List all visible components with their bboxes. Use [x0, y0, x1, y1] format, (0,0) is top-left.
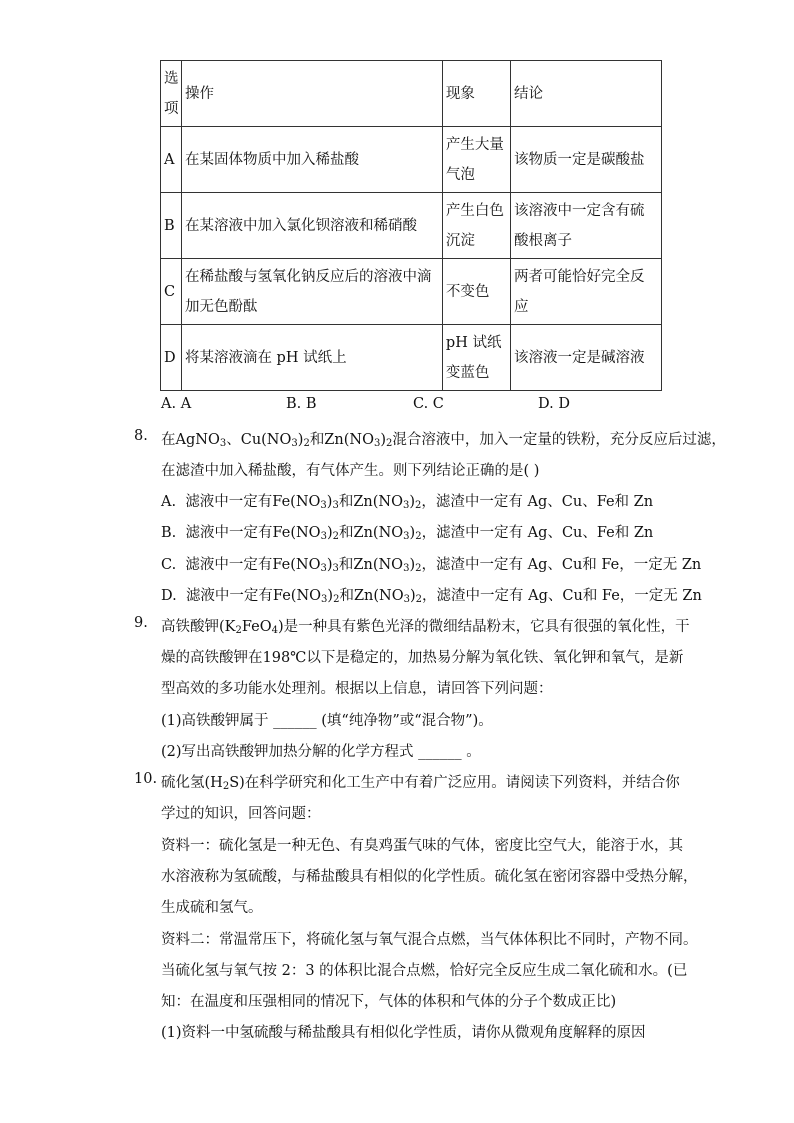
q9-line2: 燥的高铁酸钾在198℃以下是稳定的，加热易分解为氧化铁、氧化钾和氧气，是新: [161, 650, 684, 666]
q8-stem-line2: 在滤渣中加入稀盐酸，有气体产生。则下列结论正确的是( ): [161, 463, 540, 479]
question-number: 9.: [134, 615, 148, 631]
header-option: 选项: [161, 61, 182, 127]
options-table: [160, 60, 662, 391]
header-conclusion: 结论: [511, 61, 662, 127]
q10-subquestion-1: (1)资料一中氢硫酸与稀盐酸具有相似化学性质，请你从微观角度解释的原因: [161, 1025, 646, 1041]
question-number: 10.: [134, 771, 158, 787]
q8-option-d[interactable]: D. 滤液中一定有$Fe(NO_3)_2$和$Zn(NO_3)_2$，滤渣中一定有 Ag、Cu和 Fe，一定无 Zn: [161, 588, 702, 605]
row-option: B: [161, 193, 182, 259]
row-option: D: [161, 325, 182, 391]
row-operation: 在稀盐酸与氢氧化钠反应后的溶液中滴加无色酚酞: [181, 259, 442, 325]
choice-a[interactable]: A. A: [161, 396, 192, 412]
q8-option-a[interactable]: A. 滤液中一定有$Fe(NO_3)_3$和$Zn(NO_3)_2$，滤渣中一定有 Ag、Cu、Fe和 Zn: [161, 494, 654, 511]
row-conclusion: 该溶液中一定含有硫酸根离子: [511, 193, 662, 259]
q10-material1-line2: 水溶液称为氢硫酸，与稀盐酸具有相似的化学性质。硫化氢在密闭容器中受热分解，: [161, 869, 698, 885]
table-row: [161, 127, 662, 193]
q10-material1-line1: 资料一：硫化氢是一种无色、有臭鸡蛋气味的气体，密度比空气大，能溶于水，其: [161, 838, 683, 854]
row-conclusion: 两者可能恰好完全反应: [511, 259, 662, 325]
q9-subquestion-2: (2)写出高铁酸钾加热分解的化学方程式 ______ 。: [161, 744, 481, 760]
q8-stem-line1: 在AgNO$_3$、$Cu(NO_3)_2$和$Zn(NO_3)_2$混合溶液中，加入一定量的铁粉，充分反应后过滤，: [161, 432, 726, 449]
row-phenomenon: pH 试纸变蓝色: [442, 325, 510, 391]
q10-material2-line2: 当硫化氢与氧气按 2：3 的体积比混合点燃，恰好完全反应生成二氧化硫和水。(已: [161, 963, 688, 979]
q9-line3: 型高效的多功能水处理剂。根据以上信息，请回答下列问题：: [161, 681, 553, 697]
choice-d[interactable]: D. D: [538, 396, 570, 412]
row-option: C: [161, 259, 182, 325]
q8-option-b[interactable]: B. 滤液中一定有$Fe(NO_3)_2$和$Zn(NO_3)_2$，滤渣中一定有 Ag、Cu、Fe和 Zn: [161, 525, 654, 542]
q10-material2-line1: 资料二：常温常压下，将硫化氢与氧气混合点燃，当气体体积比不同时，产物不同。: [161, 932, 698, 948]
q7-choices: [161, 396, 681, 416]
row-operation: 在某固体物质中加入稀盐酸: [181, 127, 442, 193]
choice-c[interactable]: C. C: [413, 396, 444, 412]
table-row: [161, 193, 662, 259]
question-number: 8.: [134, 428, 148, 444]
table-row: [161, 259, 662, 325]
q9-line1: 高铁酸钾$(K_2FeO_4)$是一种具有紫色光泽的微细结晶粉末，它具有很强的氧化性，干: [161, 619, 690, 636]
row-option: A: [161, 127, 182, 193]
row-operation: 将某溶液滴在 pH 试纸上: [181, 325, 442, 391]
q10-line2: 学过的知识，回答问题：: [161, 806, 321, 822]
row-operation: 在某溶液中加入氯化钡溶液和稀硝酸: [181, 193, 442, 259]
q9-subquestion-1: (1)高铁酸钾属于 ______ (填“纯净物”或“混合物”)。: [161, 713, 493, 729]
q10-material1-line3: 生成硫和氢气。: [161, 900, 263, 916]
q10-line1: 硫化氢$(H_2S)$在科学研究和化工生产中有着广泛应用。请阅读下列资料，并结合你: [161, 775, 680, 792]
row-phenomenon: 产生白色沉淀: [442, 193, 510, 259]
row-conclusion: 该物质一定是碳酸盐: [511, 127, 662, 193]
row-conclusion: 该溶液一定是碱溶液: [511, 325, 662, 391]
header-phenomenon: 现象: [442, 61, 510, 127]
choice-b[interactable]: B. B: [286, 396, 317, 412]
table-row: [161, 325, 662, 391]
q10-material2-line3: 知：在温度和压强相同的情况下，气体的体积和气体的分子个数成正比): [161, 994, 617, 1010]
q8-option-c[interactable]: C. 滤液中一定有$Fe(NO_3)_3$和$Zn(NO_3)_2$，滤渣中一定有 Ag、Cu和 Fe，一定无 Zn: [161, 557, 702, 574]
row-phenomenon: 不变色: [442, 259, 510, 325]
row-phenomenon: 产生大量气泡: [442, 127, 510, 193]
table-header-row: [161, 61, 662, 127]
header-operation: 操作: [181, 61, 442, 127]
